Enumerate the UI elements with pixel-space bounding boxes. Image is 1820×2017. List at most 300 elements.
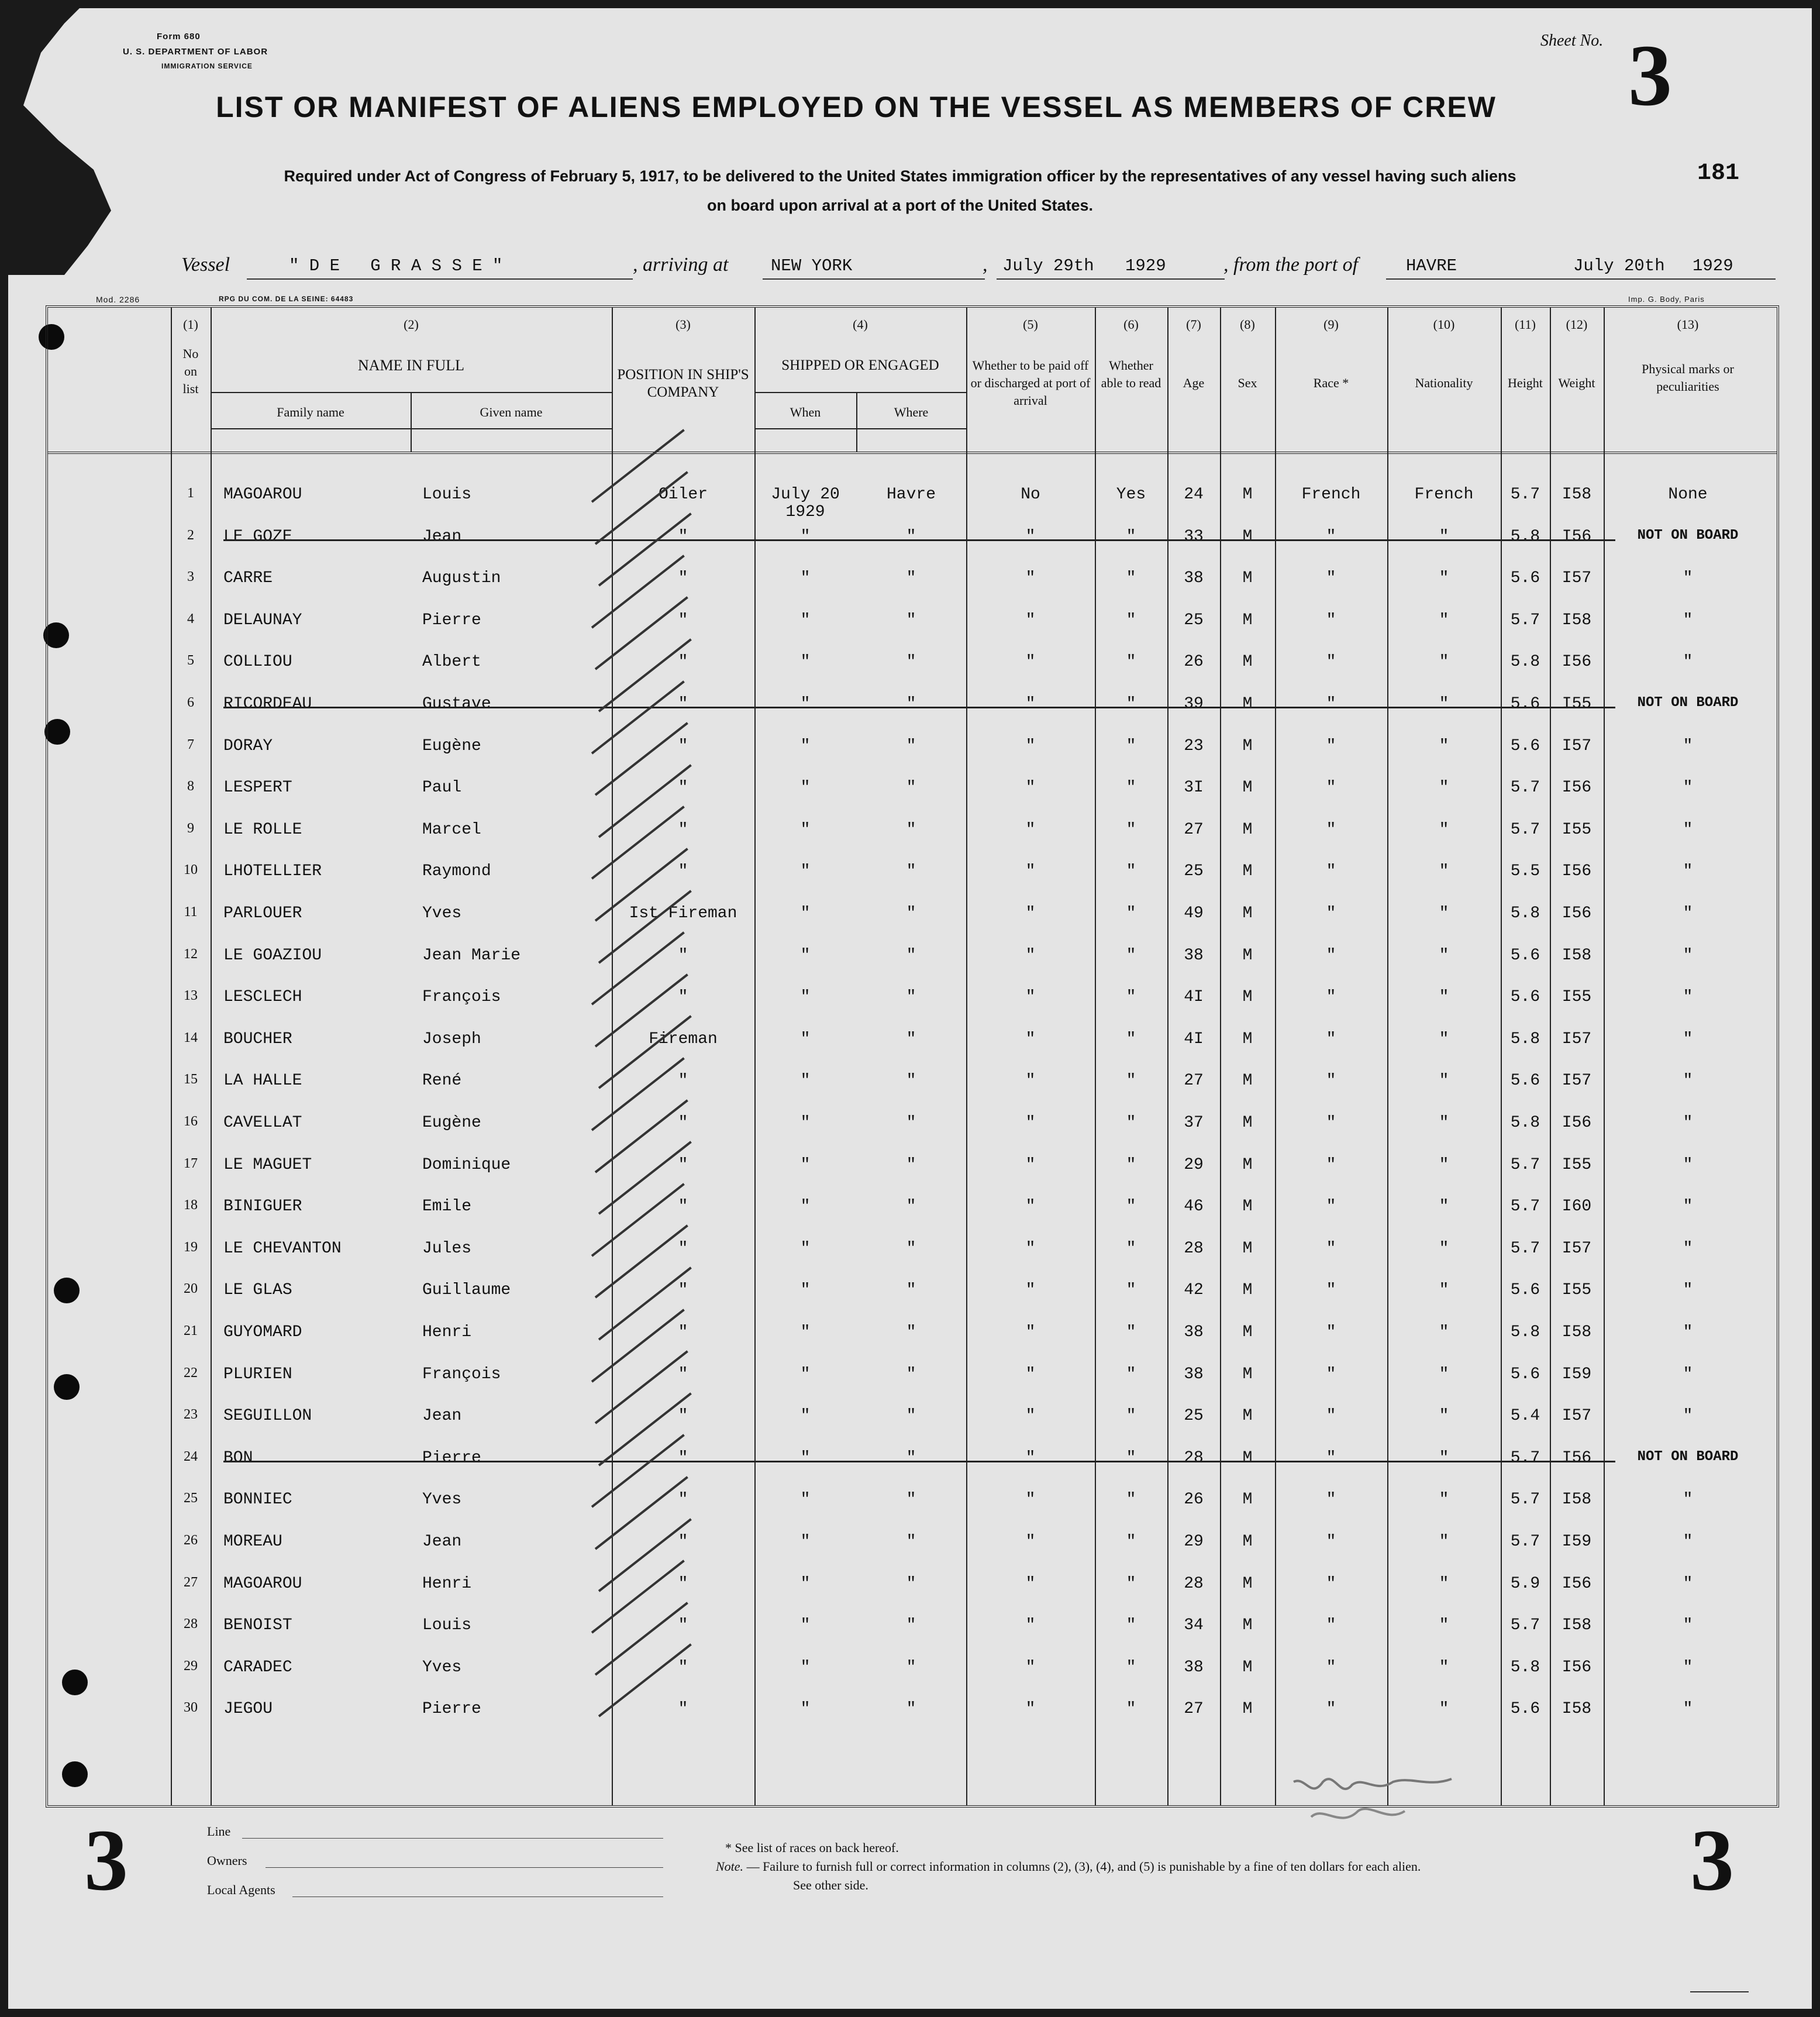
- cell-nationality: ": [1439, 1574, 1449, 1593]
- cell-weight: I57: [1562, 1072, 1592, 1090]
- col9-header: Race *: [1313, 376, 1349, 390]
- cell-marks: ": [1683, 946, 1693, 965]
- cell-weight: I58: [1562, 1616, 1592, 1635]
- cell-read: ": [1126, 527, 1136, 546]
- cell-where: ": [906, 988, 916, 1007]
- rule: [754, 428, 966, 429]
- date-underline: [997, 278, 1225, 280]
- cell-weight: I58: [1562, 1491, 1592, 1509]
- cell-marks: ": [1683, 736, 1693, 755]
- cell-marks: ": [1683, 862, 1693, 881]
- cell-when: ": [800, 1365, 811, 1383]
- cell-position: ": [678, 1700, 688, 1719]
- cell-family: DORAY: [223, 736, 273, 755]
- cell-read: ": [1126, 904, 1136, 923]
- cell-when: ": [800, 1574, 811, 1593]
- cell-marks: ": [1683, 1491, 1693, 1509]
- cell-position: Oiler: [658, 486, 708, 504]
- cell-paid_off: ": [1025, 820, 1036, 839]
- cell-paid_off: ": [1025, 946, 1036, 965]
- cell-no: 29: [184, 1658, 198, 1674]
- cell-given: René: [422, 1072, 462, 1090]
- cell-age: 28: [1184, 1448, 1204, 1467]
- cell-age: 4I: [1184, 1030, 1204, 1048]
- cell-no: 11: [184, 904, 198, 920]
- cell-race: ": [1326, 1616, 1336, 1635]
- cell-family: MAGOAROU: [223, 486, 302, 504]
- cell-marks: ": [1683, 1114, 1693, 1132]
- col11-header: Height: [1508, 376, 1543, 390]
- cell-given: Jean: [422, 1533, 462, 1551]
- cell-weight: I55: [1562, 1155, 1592, 1174]
- cell-sex: M: [1242, 1197, 1253, 1216]
- col9-number: (9): [1323, 317, 1339, 332]
- cell-nationality: ": [1439, 988, 1449, 1007]
- cell-no: 24: [184, 1448, 198, 1464]
- cell-family: MAGOAROU: [223, 1574, 302, 1593]
- cell-when: ": [800, 527, 811, 546]
- rule: [856, 393, 857, 452]
- cell-paid_off: ": [1025, 904, 1036, 923]
- strike-line: [223, 539, 1615, 541]
- cell-marks: ": [1683, 569, 1693, 588]
- cell-race: ": [1326, 1072, 1336, 1090]
- cell-family: BOUCHER: [223, 1030, 292, 1048]
- cell-height: 5.7: [1510, 1533, 1540, 1551]
- cell-race: ": [1326, 862, 1336, 881]
- cell-race: French: [1301, 486, 1361, 504]
- arriving-underline: [763, 278, 985, 280]
- cell-when: ": [800, 1616, 811, 1635]
- cell-nationality: ": [1439, 904, 1449, 923]
- cell-where: ": [906, 904, 916, 923]
- cell-position: ": [678, 946, 688, 965]
- cell-age: 42: [1184, 1281, 1204, 1300]
- cell-read: ": [1126, 988, 1136, 1007]
- cell-height: 5.6: [1510, 736, 1540, 755]
- cell-no: 4: [187, 611, 194, 627]
- col11-number: (11): [1515, 317, 1536, 332]
- cell-no: 13: [184, 988, 198, 1004]
- cell-no: 5: [187, 653, 194, 669]
- cell-family: SEGUILLON: [223, 1407, 312, 1426]
- cell-age: 33: [1184, 527, 1204, 546]
- cell-weight: I56: [1562, 862, 1592, 881]
- cell-position: ": [678, 1448, 688, 1467]
- cell-race: ": [1326, 1533, 1336, 1551]
- cell-read: Yes: [1116, 486, 1146, 504]
- cell-weight: I58: [1562, 611, 1592, 629]
- cell-read: ": [1126, 1030, 1136, 1048]
- cell-race: ": [1326, 653, 1336, 672]
- cell-sex: M: [1242, 904, 1253, 923]
- cell-height: 5.7: [1510, 1155, 1540, 1174]
- cell-where: Havre: [886, 486, 936, 504]
- cell-age: 34: [1184, 1616, 1204, 1635]
- cell-race: ": [1326, 1407, 1336, 1426]
- cell-family: LE CHEVANTON: [223, 1239, 342, 1258]
- col12-header: Weight: [1558, 376, 1595, 390]
- cell-given: Jean Marie: [422, 946, 521, 965]
- cell-read: ": [1126, 1448, 1136, 1467]
- cell-height: 5.7: [1510, 820, 1540, 839]
- cell-paid_off: ": [1025, 611, 1036, 629]
- cell-read: ": [1126, 1072, 1136, 1090]
- cell-nationality: ": [1439, 1700, 1449, 1719]
- cell-weight: I55: [1562, 695, 1592, 713]
- cell-no: 10: [184, 862, 198, 878]
- cell-position: ": [678, 1114, 688, 1132]
- cell-sex: M: [1242, 527, 1253, 546]
- cell-when: ": [800, 820, 811, 839]
- cell-no: 8: [187, 779, 194, 794]
- printer: Imp. G. Body, Paris: [1628, 295, 1705, 304]
- note-text: — Failure to furnish full or correct information in columns (2), (3), (4), and (5) is punishable by a fine of ten dollars for each alien.: [746, 1859, 1421, 1874]
- cell-height: 5.8: [1510, 653, 1540, 672]
- cell-when: ": [800, 569, 811, 588]
- cell-marks: ": [1683, 1323, 1693, 1341]
- cell-family: BENOIST: [223, 1616, 292, 1635]
- cell-when: ": [800, 1533, 811, 1551]
- cell-where: ": [906, 1365, 916, 1383]
- cell-read: ": [1126, 611, 1136, 629]
- arriving-at: NEW YORK: [771, 256, 853, 276]
- requirement-line-1: Required under Act of Congress of February 5, 1917, to be delivered to the United States immigration officer by the representatives of any vessel having such aliens: [284, 167, 1516, 185]
- cell-height: 5.7: [1510, 486, 1540, 504]
- cell-read: ": [1126, 1616, 1136, 1635]
- cell-marks: ": [1683, 1072, 1693, 1090]
- cell-paid_off: ": [1025, 862, 1036, 881]
- cell-age: 24: [1184, 486, 1204, 504]
- cell-given: Marcel: [422, 820, 481, 839]
- cell-race: ": [1326, 1365, 1336, 1383]
- cell-sex: M: [1242, 1448, 1253, 1467]
- cell-given: Louis: [422, 486, 472, 504]
- cell-paid_off: ": [1025, 1323, 1036, 1341]
- cell-paid_off: ": [1025, 1448, 1036, 1467]
- cell-read: ": [1126, 1197, 1136, 1216]
- cell-no: 19: [184, 1239, 198, 1255]
- cell-nationality: ": [1439, 1616, 1449, 1635]
- cell-age: 28: [1184, 1574, 1204, 1593]
- arrival-date: July 29th: [1002, 256, 1094, 276]
- col13-number: (13): [1677, 317, 1699, 332]
- cell-age: 29: [1184, 1155, 1204, 1174]
- line-label: Line: [207, 1824, 231, 1839]
- cell-marks: ": [1683, 1574, 1693, 1593]
- cell-when-year: 1929: [785, 503, 825, 521]
- cell-race: ": [1326, 1281, 1336, 1300]
- cell-family: JEGOU: [223, 1700, 273, 1719]
- cell-read: ": [1126, 569, 1136, 588]
- col2-header: NAME IN FULL: [358, 357, 464, 374]
- cell-sex: M: [1242, 1616, 1253, 1635]
- cell-marks: ": [1683, 1365, 1693, 1383]
- cell-nationality: ": [1439, 1030, 1449, 1048]
- cell-height: 5.8: [1510, 527, 1540, 546]
- cell-position: ": [678, 1533, 688, 1551]
- cell-height: 5.8: [1510, 904, 1540, 923]
- see-other-side: See other side.: [793, 1878, 868, 1892]
- cell-when: ": [800, 904, 811, 923]
- cell-position: Fireman: [649, 1030, 718, 1048]
- cell-position: ": [678, 1197, 688, 1216]
- cell-family: LE GLAS: [223, 1281, 292, 1300]
- service: IMMIGRATION SERVICE: [161, 62, 253, 70]
- cell-no: 17: [184, 1155, 198, 1171]
- cell-race: ": [1326, 1448, 1336, 1467]
- rpg-number: RPG DU COM. DE LA SEINE: 64483: [219, 295, 354, 303]
- cell-position: ": [678, 1323, 688, 1341]
- cell-read: ": [1126, 1491, 1136, 1509]
- cell-height: 5.5: [1510, 862, 1540, 881]
- cell-family: PLURIEN: [223, 1365, 292, 1383]
- cell-no: 9: [187, 820, 194, 836]
- cell-marks: ": [1683, 1197, 1693, 1216]
- cell-marks: ": [1683, 1700, 1693, 1719]
- cell-position: ": [678, 527, 688, 546]
- cell-weight: I55: [1562, 820, 1592, 839]
- cell-read: ": [1126, 1239, 1136, 1258]
- cell-sex: M: [1242, 1281, 1253, 1300]
- cell-no: 18: [184, 1197, 198, 1213]
- cell-race: ": [1326, 1658, 1336, 1677]
- cell-paid_off: ": [1025, 1030, 1036, 1048]
- cell-race: ": [1326, 1197, 1336, 1216]
- crew-table: [46, 305, 1779, 1808]
- cell-where: ": [906, 1448, 916, 1467]
- cell-height: 5.6: [1510, 1700, 1540, 1719]
- cell-given: François: [422, 988, 501, 1007]
- cell-family: LE ROLLE: [223, 820, 302, 839]
- col5-header: Whether to be paid off or discharged at port of arrival: [970, 358, 1091, 408]
- note-prefix: Note.: [716, 1859, 744, 1874]
- cell-read: ": [1126, 1281, 1136, 1300]
- cell-when: ": [800, 653, 811, 672]
- cell-paid_off: ": [1025, 1155, 1036, 1174]
- cell-weight: I59: [1562, 1533, 1592, 1551]
- cell-where: ": [906, 653, 916, 672]
- arriving-label: , arriving at: [633, 254, 729, 276]
- cell-family: LE GOZE: [223, 527, 292, 546]
- cell-position: ": [678, 736, 688, 755]
- cell-paid_off: ": [1025, 1281, 1036, 1300]
- cell-age: 26: [1184, 1491, 1204, 1509]
- cell-race: ": [1326, 527, 1336, 546]
- cell-marks: NOT ON BOARD: [1637, 527, 1739, 543]
- cell-age: 29: [1184, 1533, 1204, 1551]
- cell-family: LHOTELLIER: [223, 862, 322, 881]
- cell-no: 27: [184, 1574, 198, 1590]
- cell-family: CARADEC: [223, 1658, 292, 1677]
- col10-header: Nationality: [1415, 376, 1473, 390]
- cell-when: ": [800, 1658, 811, 1677]
- cell-family: LE MAGUET: [223, 1155, 312, 1174]
- rule: [48, 452, 1777, 454]
- col6-header: Whether able to read: [1101, 358, 1161, 390]
- rule: [211, 308, 212, 1805]
- col10-number: (10): [1433, 317, 1455, 332]
- form-number: Form 680: [157, 32, 201, 42]
- cell-sex: M: [1242, 820, 1253, 839]
- cell-race: ": [1326, 1700, 1336, 1719]
- cell-height: 5.8: [1510, 1030, 1540, 1048]
- line-underline: [242, 1838, 663, 1839]
- cell-race: ": [1326, 695, 1336, 713]
- cell-marks: ": [1683, 1281, 1693, 1300]
- cell-position: ": [678, 988, 688, 1007]
- cell-race: ": [1326, 904, 1336, 923]
- col12-number: (12): [1566, 317, 1588, 332]
- cell-sex: M: [1242, 1114, 1253, 1132]
- cell-given: Louis: [422, 1616, 472, 1635]
- cell-weight: I56: [1562, 1574, 1592, 1593]
- cell-age: 49: [1184, 904, 1204, 923]
- cell-read: ": [1126, 779, 1136, 797]
- cell-paid_off: ": [1025, 1658, 1036, 1677]
- cell-weight: I58: [1562, 1323, 1592, 1341]
- cell-marks: ": [1683, 1030, 1693, 1048]
- local-agents-label: Local Agents: [207, 1882, 275, 1897]
- cell-when: ": [800, 1407, 811, 1426]
- cell-marks: ": [1683, 1616, 1693, 1635]
- cell-no: 20: [184, 1281, 198, 1297]
- cell-weight: I56: [1562, 1114, 1592, 1132]
- strike-line: [223, 707, 1615, 708]
- cell-family: BON: [223, 1448, 253, 1467]
- cell-height: 5.9: [1510, 1574, 1540, 1593]
- cell-paid_off: No: [1021, 486, 1040, 504]
- cell-given: Jules: [422, 1239, 472, 1258]
- cell-no: 23: [184, 1407, 198, 1423]
- cell-height: 5.6: [1510, 1072, 1540, 1090]
- cell-no: 6: [187, 695, 194, 710]
- cell-age: 27: [1184, 1072, 1204, 1090]
- cell-when: ": [800, 1281, 811, 1300]
- cell-height: 5.7: [1510, 779, 1540, 797]
- cell-read: ": [1126, 653, 1136, 672]
- cell-marks: None: [1668, 486, 1708, 504]
- handwritten-initials: [1288, 1770, 1498, 1834]
- cell-when: July 20: [771, 486, 840, 504]
- cell-age: 37: [1184, 1114, 1204, 1132]
- cell-nationality: ": [1439, 862, 1449, 881]
- cell-when: ": [800, 946, 811, 965]
- cell-height: 5.6: [1510, 988, 1540, 1007]
- cell-when: ": [800, 695, 811, 713]
- sheet-no: 3: [1628, 27, 1672, 124]
- cell-given: Emile: [422, 1197, 472, 1216]
- cell-read: ": [1126, 946, 1136, 965]
- cell-age: 25: [1184, 862, 1204, 881]
- cell-where: ": [906, 862, 916, 881]
- cell-weight: I59: [1562, 1365, 1592, 1383]
- strike-line: [223, 1461, 1615, 1462]
- cell-where: ": [906, 1700, 916, 1719]
- owners-label: Owners: [207, 1853, 247, 1868]
- cell-nationality: ": [1439, 527, 1449, 546]
- manifest-sheet: [8, 8, 1812, 2009]
- cell-position: Ist Fireman: [629, 904, 737, 923]
- cell-race: ": [1326, 1239, 1336, 1258]
- cell-nationality: ": [1439, 946, 1449, 965]
- cell-where: ": [906, 1407, 916, 1426]
- rule: [211, 428, 612, 429]
- cell-where: ": [906, 611, 916, 629]
- cell-nationality: ": [1439, 1491, 1449, 1509]
- cell-nationality: ": [1439, 1448, 1449, 1467]
- cell-paid_off: ": [1025, 1365, 1036, 1383]
- cell-weight: I58: [1562, 1700, 1592, 1719]
- cell-paid_off: ": [1025, 1700, 1036, 1719]
- cell-weight: I57: [1562, 1239, 1592, 1258]
- cell-paid_off: ": [1025, 1197, 1036, 1216]
- cell-sex: M: [1242, 779, 1253, 797]
- cell-position: ": [678, 1365, 688, 1383]
- cell-height: 5.7: [1510, 1239, 1540, 1258]
- cell-weight: I55: [1562, 1281, 1592, 1300]
- cell-family: LESPERT: [223, 779, 292, 797]
- cell-no: 22: [184, 1365, 198, 1381]
- penalty-note: [716, 1859, 1421, 1874]
- cell-height: 5.6: [1510, 946, 1540, 965]
- cell-no: 28: [184, 1616, 198, 1632]
- cell-where: ": [906, 779, 916, 797]
- cell-age: 38: [1184, 1323, 1204, 1341]
- cell-race: ": [1326, 820, 1336, 839]
- col4-number: (4): [853, 317, 868, 332]
- cell-given: Dominique: [422, 1155, 511, 1174]
- cell-given: Raymond: [422, 862, 491, 881]
- cell-read: ": [1126, 1365, 1136, 1383]
- cell-age: 4I: [1184, 988, 1204, 1007]
- cell-given: Pierre: [422, 1448, 481, 1467]
- cell-paid_off: ": [1025, 695, 1036, 713]
- cell-height: 5.6: [1510, 695, 1540, 713]
- requirement-text: [96, 161, 1704, 220]
- big-sheet-number-right: 3: [1690, 1812, 1734, 1909]
- cell-given: Yves: [422, 904, 462, 923]
- cell-age: 27: [1184, 1700, 1204, 1719]
- cell-when: ": [800, 1114, 811, 1132]
- cell-paid_off: ": [1025, 736, 1036, 755]
- cell-given: Pierre: [422, 611, 481, 629]
- cell-sex: M: [1242, 1533, 1253, 1551]
- cell-weight: I57: [1562, 1030, 1592, 1048]
- from-port-label: , from the port of: [1223, 254, 1359, 276]
- cell-position: ": [678, 653, 688, 672]
- cell-marks: NOT ON BOARD: [1637, 695, 1739, 711]
- cell-age: 46: [1184, 1197, 1204, 1216]
- cell-height: 5.7: [1510, 1197, 1540, 1216]
- cell-paid_off: ": [1025, 1491, 1036, 1509]
- cell-when: ": [800, 988, 811, 1007]
- page-title: LIST OR MANIFEST OF ALIENS EMPLOYED ON THE VESSEL AS MEMBERS OF CREW: [216, 91, 1497, 123]
- cell-race: ": [1326, 779, 1336, 797]
- cell-when: ": [800, 1700, 811, 1719]
- cell-sex: M: [1242, 1155, 1253, 1174]
- col4b-header: Where: [894, 405, 929, 419]
- cell-given: Jean: [422, 1407, 462, 1426]
- cell-no: 21: [184, 1323, 198, 1338]
- vessel-label: Vessel: [181, 254, 230, 276]
- cell-position: ": [678, 611, 688, 629]
- cell-read: ": [1126, 1574, 1136, 1593]
- cell-sex: M: [1242, 736, 1253, 755]
- cell-when: ": [800, 1155, 811, 1174]
- cell-sex: M: [1242, 1658, 1253, 1677]
- cell-paid_off: ": [1025, 1114, 1036, 1132]
